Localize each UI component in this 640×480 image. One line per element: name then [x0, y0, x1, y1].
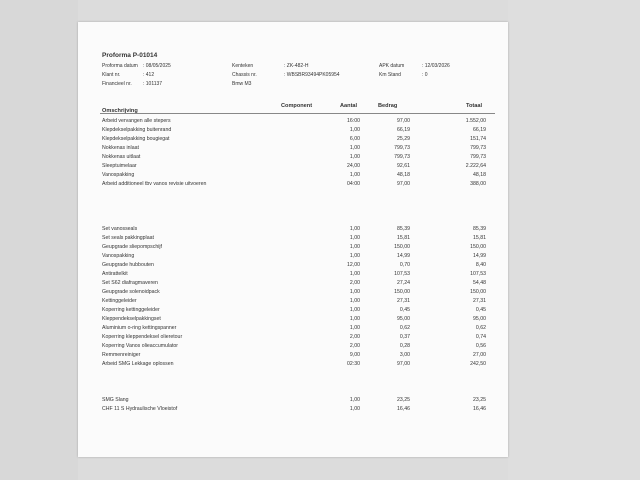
line-quantity: 1,00 [349, 154, 360, 160]
col-bedrag: Bedrag [378, 103, 398, 109]
klant-value: : 412 [143, 72, 155, 78]
line-item-row [78, 406, 508, 415]
line-quantity: 1,00 [349, 289, 360, 295]
line-quantity: 1,00 [349, 244, 360, 250]
line-total: 150,00 [470, 289, 486, 295]
proforma-date-value: : 08/05/2025 [143, 63, 171, 69]
line-item-row [78, 262, 508, 271]
line-quantity: 2,00 [349, 334, 360, 340]
line-total: 27,00 [473, 352, 486, 358]
apk-label: APK datum [379, 63, 405, 69]
line-quantity: 12,00 [347, 262, 360, 268]
line-total: 27,31 [473, 298, 486, 304]
line-description: CHF 11 S Hydraulische Vloeistof [102, 406, 178, 412]
line-amount: 27,24 [397, 280, 410, 286]
line-quantity: 02:30 [347, 361, 360, 367]
line-total: 66,19 [473, 127, 486, 133]
line-item-row [78, 307, 508, 316]
line-item-row [78, 316, 508, 325]
proforma-document [78, 22, 508, 457]
line-quantity: 1,00 [349, 325, 360, 331]
line-total: 388,00 [470, 181, 486, 187]
line-amount: 92,61 [397, 163, 410, 169]
line-total: 15,81 [473, 235, 486, 241]
header-divider [100, 113, 495, 114]
line-description: Geupgrade solenoidpack [102, 289, 160, 295]
line-quantity: 1,00 [349, 298, 360, 304]
kenteken-label: Kenteken [232, 63, 254, 69]
line-item-row [78, 181, 508, 190]
line-item-row [78, 145, 508, 154]
line-total: 0,74 [475, 334, 486, 340]
financieel-value: : 101137 [143, 81, 163, 87]
line-item-row [78, 127, 508, 136]
line-description: Koperring kettinggeleider [102, 307, 160, 313]
line-total: 0,56 [475, 343, 486, 349]
line-amount: 25,29 [397, 136, 410, 142]
line-quantity: 24,00 [347, 163, 360, 169]
line-amount: 0,62 [399, 325, 410, 331]
line-description: Klepdekselpakking buitenrand [102, 127, 172, 133]
line-amount: 150,00 [394, 289, 410, 295]
line-total: 2.222,64 [465, 163, 486, 169]
apk-value: : 12/03/2026 [422, 63, 450, 69]
line-quantity: 16:00 [347, 118, 360, 124]
line-total: 799,73 [470, 145, 486, 151]
kenteken-value: : ZK-482-H [284, 63, 309, 69]
klant-label: Klant nr. [102, 72, 121, 78]
line-amount: 97,00 [397, 361, 410, 367]
line-amount: 27,31 [397, 298, 410, 304]
line-item-row [78, 361, 508, 370]
line-amount: 0,37 [399, 334, 410, 340]
line-description: Antirattelkit [102, 271, 128, 277]
line-description: Nokkenas uitlaat [102, 154, 141, 160]
vehicle-model: Bmw M3 [232, 81, 252, 87]
financieel-label: Financieel nr. [102, 81, 132, 87]
line-description: Geupgrade sliepompschijf [102, 244, 162, 250]
line-amount: 95,00 [397, 316, 410, 322]
line-item-row [78, 289, 508, 298]
chassis-label: Chassis nr. [232, 72, 257, 78]
line-quantity: 1,00 [349, 172, 360, 178]
line-description: SMG Slang [102, 397, 129, 403]
line-amount: 0,28 [399, 343, 410, 349]
col-omschrijving: Omschrijving [102, 108, 138, 114]
line-amount: 799,73 [394, 154, 410, 160]
proforma-date-label: Proforma datum [102, 63, 138, 69]
line-item-row [78, 325, 508, 334]
line-amount: 0,45 [399, 307, 410, 313]
line-item-row [78, 244, 508, 253]
line-description: Kettinggeleider [102, 298, 137, 304]
line-item-row [78, 352, 508, 361]
line-total: 95,00 [473, 316, 486, 322]
line-amount: 799,73 [394, 145, 410, 151]
line-total: 107,53 [470, 271, 486, 277]
line-description: Sleeptuimelaar [102, 163, 137, 169]
line-description: Arbeid SMG Lekkage oplossen [102, 361, 174, 367]
line-item-row [78, 226, 508, 235]
line-description: Arbeid additioneel tbv vanos revisie uitvoeren [102, 181, 207, 187]
line-item-row [78, 271, 508, 280]
line-total: 23,25 [473, 397, 486, 403]
col-component: Component [281, 103, 313, 109]
line-quantity: 1,00 [349, 253, 360, 259]
line-quantity: 1,00 [349, 271, 360, 277]
line-description: Kleppendekselpakkingset [102, 316, 161, 322]
line-total: 14,99 [473, 253, 486, 259]
line-item-row [78, 118, 508, 127]
line-description: Nokkenas inlaat [102, 145, 139, 151]
line-quantity: 1,00 [349, 127, 360, 133]
line-amount: 97,00 [397, 181, 410, 187]
line-quantity: 1,00 [349, 397, 360, 403]
line-description: Koperring kleppendeksel olieretour [102, 334, 183, 340]
line-quantity: 1,00 [349, 235, 360, 241]
line-item-row [78, 343, 508, 352]
line-item-row [78, 253, 508, 262]
document-title: Proforma P-01014 [102, 52, 158, 59]
line-quantity: 1,00 [349, 226, 360, 232]
line-quantity: 04:00 [347, 181, 360, 187]
line-item-row [78, 235, 508, 244]
line-amount: 3,00 [399, 352, 410, 358]
line-description: Arbeid vervangen alle stepers [102, 118, 171, 124]
line-description: Vanospakking [102, 253, 135, 259]
line-description: Aluminium o-ring kettingspanner [102, 325, 177, 331]
line-description: Set S62 diafragmaveren [102, 280, 158, 286]
line-item-row [78, 163, 508, 172]
line-total: 48,18 [473, 172, 486, 178]
line-item-row [78, 136, 508, 145]
line-item-row [78, 397, 508, 406]
line-amount: 14,99 [397, 253, 410, 259]
line-quantity: 1,00 [349, 316, 360, 322]
line-total: 799,73 [470, 154, 486, 160]
line-amount: 0,70 [399, 262, 410, 268]
line-description: Set vanosseals [102, 226, 138, 232]
line-quantity: 9,00 [349, 352, 360, 358]
line-amount: 66,19 [397, 127, 410, 133]
line-quantity: 1,00 [349, 406, 360, 412]
line-quantity: 6,00 [349, 136, 360, 142]
line-quantity: 2,00 [349, 280, 360, 286]
col-aantal: Aantal [340, 103, 358, 109]
line-amount: 48,18 [397, 172, 410, 178]
line-item-row [78, 298, 508, 307]
line-total: 151,74 [470, 136, 486, 142]
chassis-value: : WBSBR93494PK05954 [284, 72, 340, 78]
line-description: Klepdekselpakking bougiegat [102, 136, 170, 142]
line-total: 54,48 [473, 280, 486, 286]
line-description: Vanospakking [102, 172, 135, 178]
line-amount: 85,39 [397, 226, 410, 232]
km-label: Km Stand [379, 72, 401, 78]
scan-background-left [0, 0, 78, 480]
km-value: : 0 [422, 72, 428, 78]
line-amount: 23,25 [397, 397, 410, 403]
line-amount: 150,00 [394, 244, 410, 250]
col-totaal: Totaal [466, 103, 483, 109]
line-item-row [78, 172, 508, 181]
line-description: Set seals pakkingplaat [102, 235, 154, 241]
line-amount: 97,00 [397, 118, 410, 124]
line-description: Remmenreiniger [102, 352, 141, 358]
line-total: 242,50 [470, 361, 486, 367]
line-description: Koperring Vanos olieaccumulator [102, 343, 179, 349]
line-quantity: 1,00 [349, 145, 360, 151]
line-total: 1.552,00 [465, 118, 486, 124]
line-description: Geupgrade hubbouten [102, 262, 154, 268]
line-item-row [78, 334, 508, 343]
line-quantity: 1,00 [349, 307, 360, 313]
line-total: 16,46 [473, 406, 486, 412]
line-item-row [78, 154, 508, 163]
line-quantity: 2,00 [349, 343, 360, 349]
line-total: 150,00 [470, 244, 486, 250]
line-total: 8,40 [475, 262, 486, 268]
line-amount: 107,53 [394, 271, 410, 277]
line-total: 0,62 [475, 325, 486, 331]
scan-background-right [508, 0, 640, 480]
line-amount: 15,81 [397, 235, 410, 241]
line-total: 85,39 [473, 226, 486, 232]
line-item-row [78, 280, 508, 289]
line-total: 0,45 [475, 307, 486, 313]
line-amount: 16,46 [397, 406, 410, 412]
